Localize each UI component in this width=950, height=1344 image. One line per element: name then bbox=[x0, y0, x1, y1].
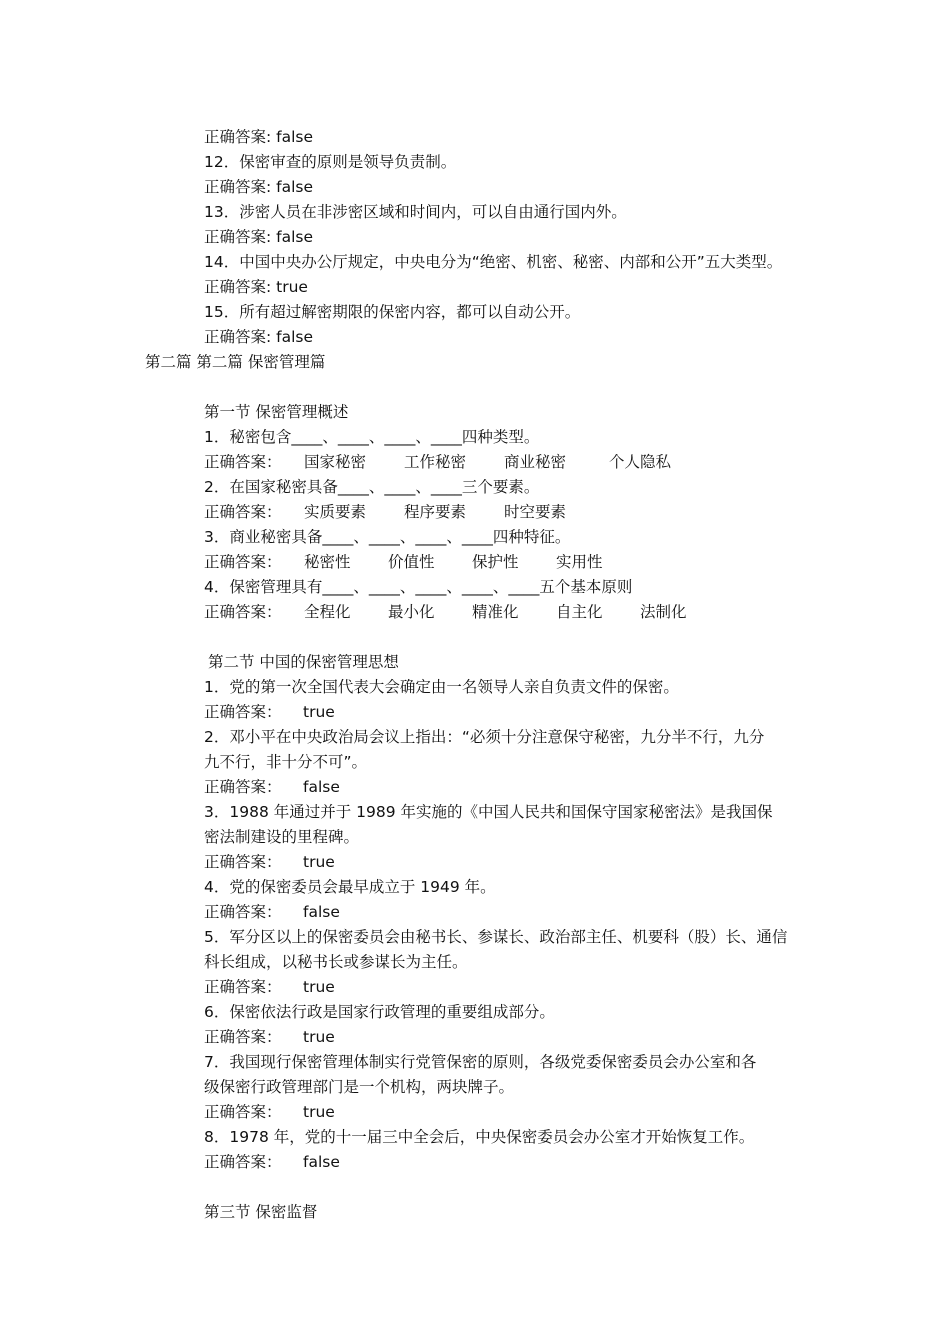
answer-label: 正确答案： bbox=[204, 603, 282, 621]
answer-label: 正确答案： bbox=[204, 503, 282, 521]
section-title: 第三节 保密监督 bbox=[204, 1203, 318, 1221]
answer-label: 正确答案： bbox=[204, 1153, 282, 1171]
answer-label: 正确答案： bbox=[204, 978, 282, 996]
answer-value: 程序要素 bbox=[404, 503, 467, 521]
answer-value: 时空要素 bbox=[504, 503, 567, 521]
question-line: 科长组成，以秘书长或参谋长为主任。 bbox=[204, 953, 468, 971]
question-line: 7．我国现行保密管理体制实行党管保密的原则，各级党委保密委员会办公室和各 bbox=[204, 1053, 757, 1071]
answer-value: 自主化 bbox=[556, 603, 603, 621]
answer-value: 法制化 bbox=[640, 603, 687, 621]
answer-value: true bbox=[303, 1028, 335, 1046]
answer-label: 正确答案： bbox=[204, 903, 282, 921]
answer-line: 正确答案: false bbox=[204, 178, 314, 196]
answer-label: 正确答案： bbox=[204, 553, 282, 571]
question-line: 8．1978 年，党的十一届三中全会后，中央保密委员会办公室才开始恢复工作。 bbox=[204, 1128, 755, 1146]
question-line: 密法制建设的里程碑。 bbox=[204, 828, 360, 846]
question-line: 13．涉密人员在非涉密区域和时间内，可以自由通行国内外。 bbox=[204, 203, 627, 221]
section-title: 第一节 保密管理概述 bbox=[204, 403, 349, 421]
answer-value: false bbox=[303, 903, 340, 921]
answer-value: true bbox=[303, 978, 335, 996]
question-line: 1．党的第一次全国代表大会确定由一名领导人亲自负责文件的保密。 bbox=[204, 678, 679, 696]
answer-value: true bbox=[303, 853, 335, 871]
question-line: 5．军分区以上的保密委员会由秘书长、参谋长、政治部主任、机要科（股）长、通信 bbox=[204, 928, 788, 946]
section-title: 第二节 中国的保密管理思想 bbox=[208, 653, 399, 671]
answer-value: true bbox=[303, 703, 335, 721]
answer-value: true bbox=[303, 1103, 335, 1121]
question-line: 14．中国中央办公厅规定，中央电分为“绝密、机密、秘密、内部和公开”五大类型。 bbox=[204, 253, 783, 271]
question-line: 4．党的保密委员会最早成立于 1949 年。 bbox=[204, 878, 496, 896]
answer-label: 正确答案： bbox=[204, 703, 282, 721]
answer-value: 保护性 bbox=[472, 553, 519, 571]
answer-value: 精准化 bbox=[472, 603, 519, 621]
question-line: 3．商业秘密具备____、____、____、____四种特征。 bbox=[204, 528, 571, 546]
answer-label: 正确答案： bbox=[204, 778, 282, 796]
question-line: 2．邓小平在中央政治局会议上指出：“必须十分注意保守秘密，九分半不行，九分 bbox=[204, 728, 765, 746]
answer-value: 实用性 bbox=[556, 553, 603, 571]
answer-value: false bbox=[303, 778, 340, 796]
answer-value: 实质要素 bbox=[304, 503, 367, 521]
question-line: 15．所有超过解密期限的保密内容，都可以自动公开。 bbox=[204, 303, 581, 321]
answer-value: 最小化 bbox=[388, 603, 435, 621]
answer-line: 正确答案: false bbox=[204, 228, 314, 246]
question-line: 2．在国家秘密具备____、____、____三个要素。 bbox=[204, 478, 540, 496]
answer-label: 正确答案： bbox=[204, 1028, 282, 1046]
question-line: 级保密行政管理部门是一个机构，两块牌子。 bbox=[204, 1078, 515, 1096]
question-line: 九不行，非十分不可”。 bbox=[204, 753, 368, 771]
answer-value: 价值性 bbox=[388, 553, 435, 571]
question-line: 6．保密依法行政是国家行政管理的重要组成部分。 bbox=[204, 1003, 555, 1021]
answer-value: 全程化 bbox=[304, 603, 351, 621]
answer-line: 正确答案: false bbox=[204, 328, 314, 346]
answer-value: 国家秘密 bbox=[304, 453, 367, 471]
part-heading: 第二篇 第二篇 保密管理篇 bbox=[145, 353, 326, 371]
answer-line: 正确答案: true bbox=[204, 278, 308, 296]
answer-value: 个人隐私 bbox=[609, 453, 672, 471]
question-line: 12．保密审查的原则是领导负责制。 bbox=[204, 153, 457, 171]
question-line: 3．1988 年通过并于 1989 年实施的《中国人民共和国保守国家秘密法》是我国保 bbox=[204, 803, 773, 821]
answer-value: 秘密性 bbox=[304, 553, 351, 571]
question-line: 4．保密管理具有____、____、____、____、____五个基本原则 bbox=[204, 578, 633, 596]
answer-label: 正确答案： bbox=[204, 853, 282, 871]
answer-value: false bbox=[303, 1153, 340, 1171]
answer-value: 工作秘密 bbox=[404, 453, 467, 471]
answer-label: 正确答案： bbox=[204, 453, 282, 471]
question-line: 1．秘密包含____、____、____、____四种类型。 bbox=[204, 428, 540, 446]
answer-value: 商业秘密 bbox=[504, 453, 567, 471]
answer-line: 正确答案: false bbox=[204, 128, 314, 146]
answer-label: 正确答案： bbox=[204, 1103, 282, 1121]
